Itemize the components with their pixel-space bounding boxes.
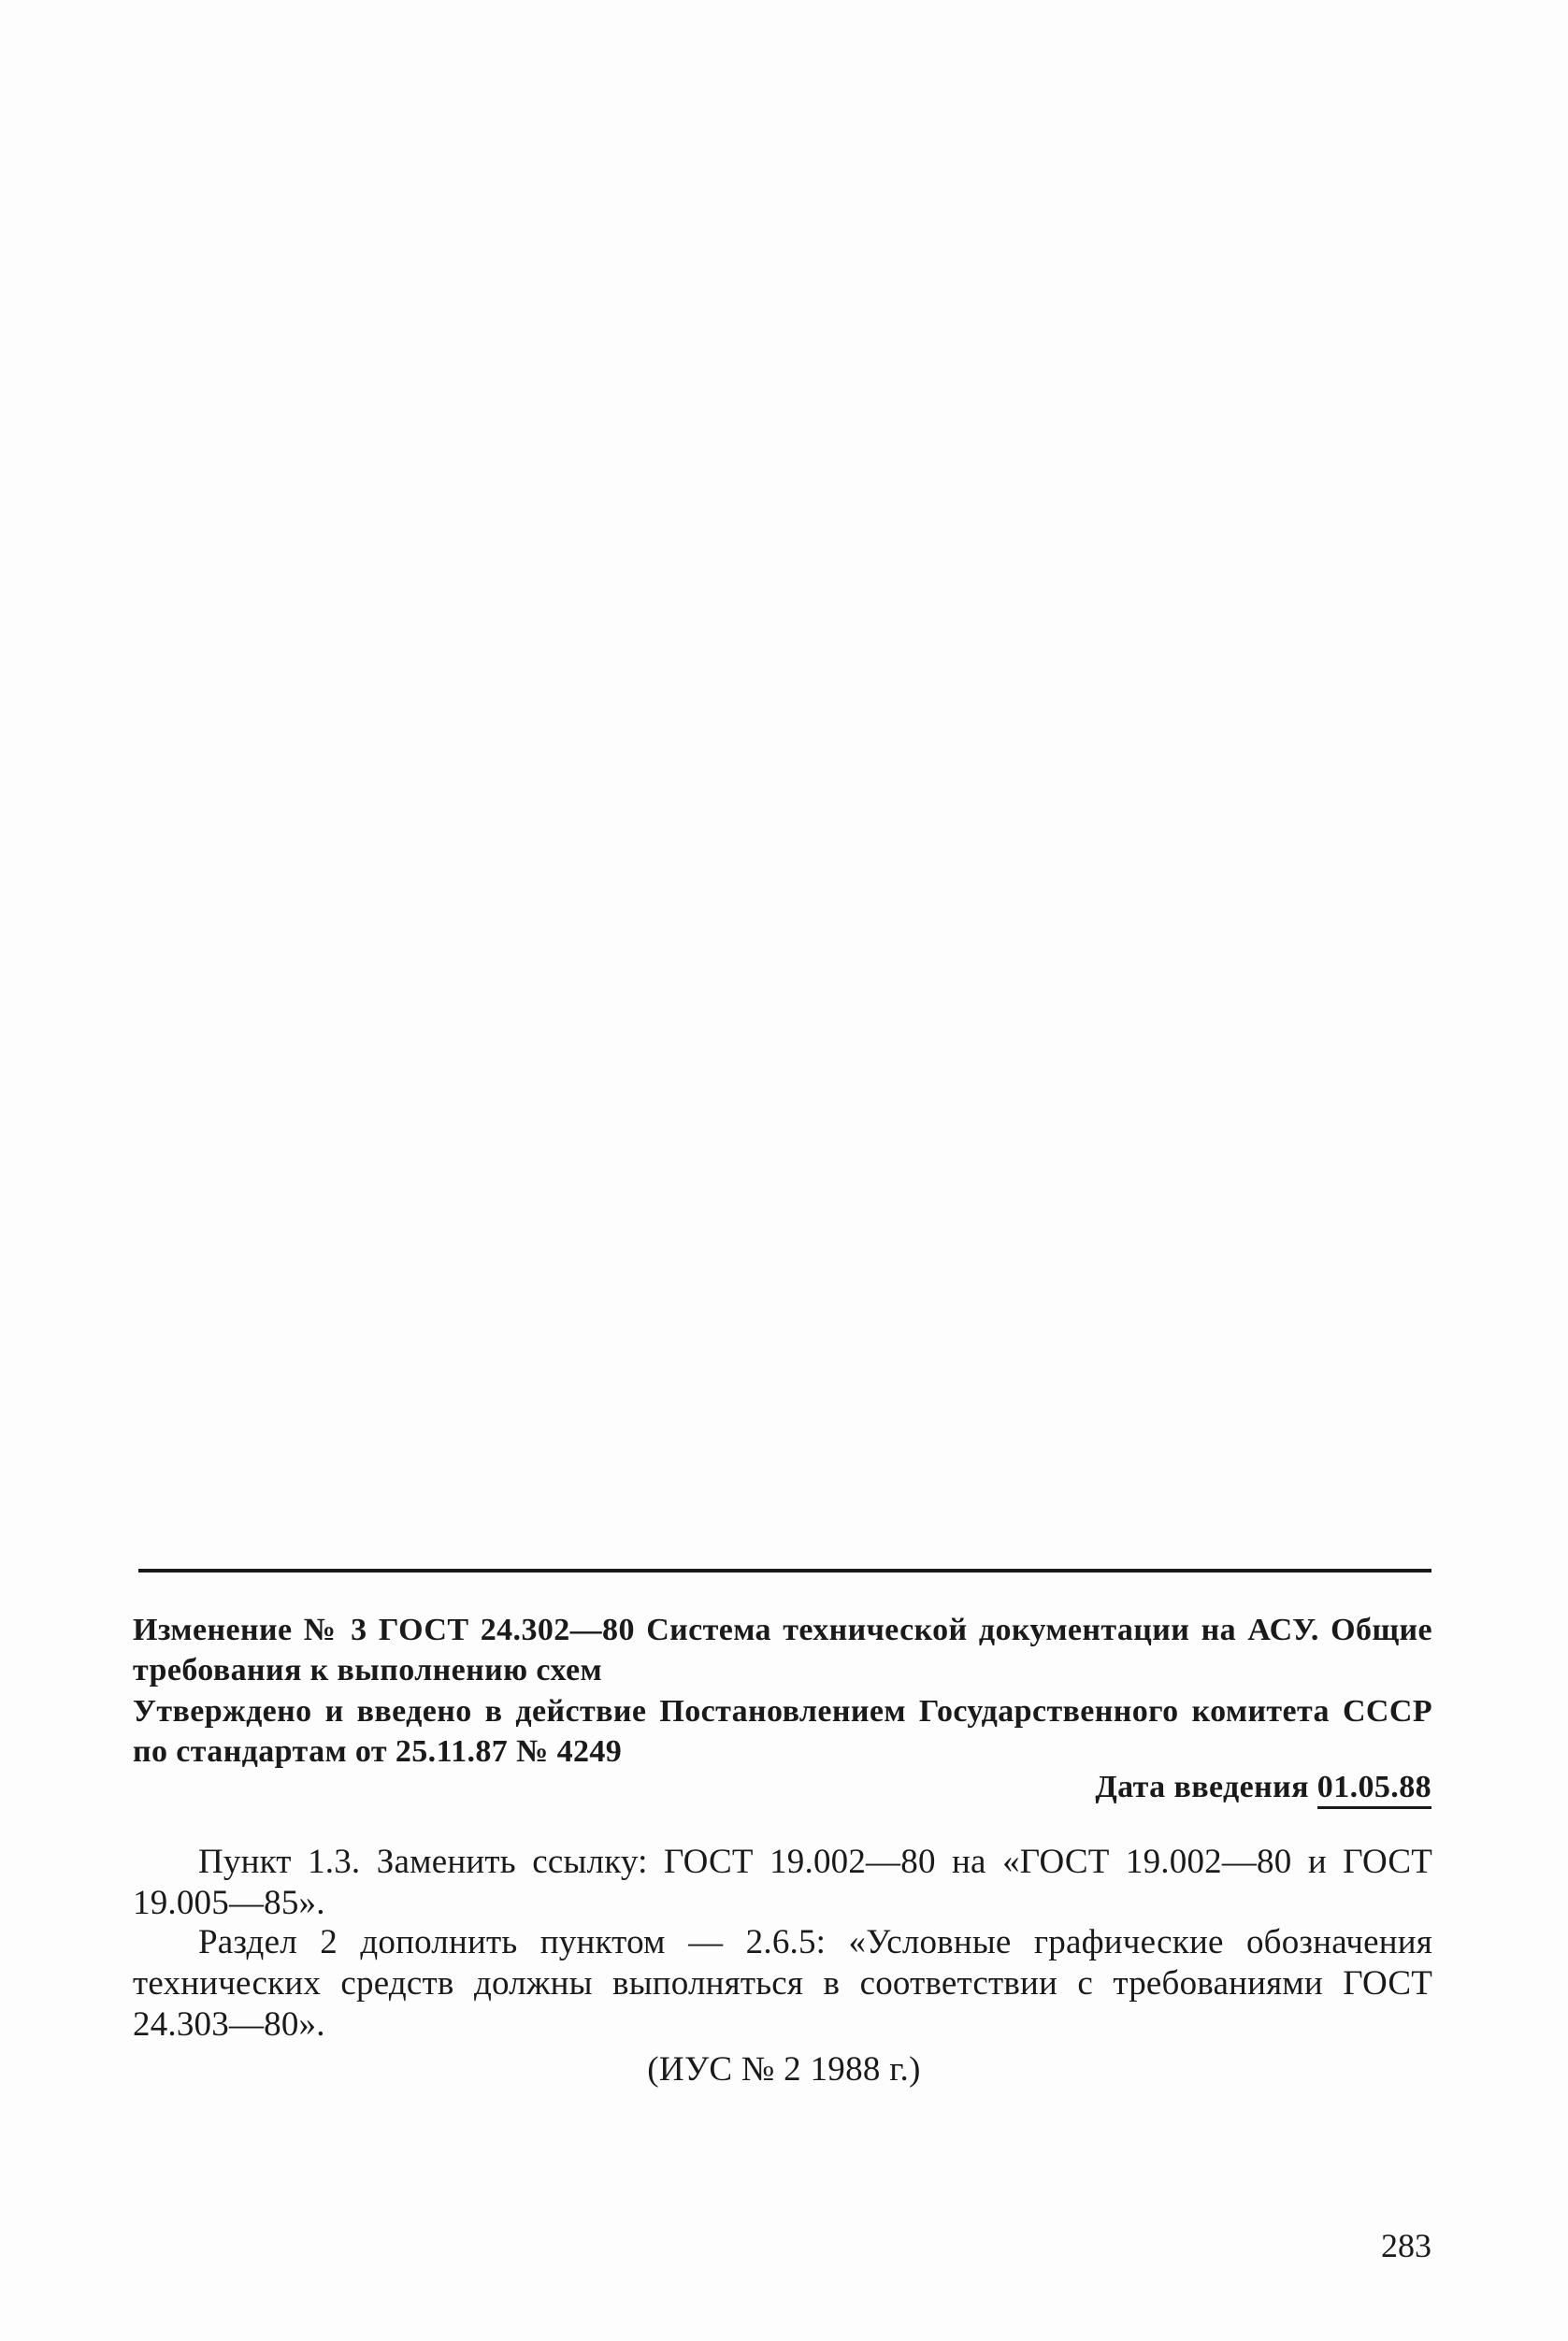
page-number: 283: [1381, 2227, 1431, 2264]
section-divider: [138, 1569, 1431, 1573]
effective-date-label: Дата введения: [1095, 1770, 1309, 1804]
effective-date-value: 01.05.88: [1317, 1770, 1431, 1809]
paragraph-item-1-3: Пункт 1.3. Заменить ссылку: ГОСТ 19.002—80 на «ГОСТ 19.002—80 и ГОСТ 19.005—85».: [133, 1843, 1432, 1922]
source-reference: (ИУС № 2 1988 г.): [647, 2050, 921, 2089]
approval-statement: Утверждено и введено в действие Постановлением Государственного комитета СССР по стандартам от 25.11.87 № 4249: [133, 1694, 1432, 1769]
effective-date-line: [1095, 1767, 1431, 1807]
paragraph-section-2: Раздел 2 дополнить пунктом — 2.6.5: «Условные графические обозначения технических средств должны выполняться в соответствии с требованиями ГОСТ 24.303—80».: [133, 1923, 1432, 2044]
amendment-title: Изменение № 3 ГОСТ 24.302—80 Система технической документации на АСУ. Общие требования к выполнению схем: [133, 1613, 1432, 1688]
